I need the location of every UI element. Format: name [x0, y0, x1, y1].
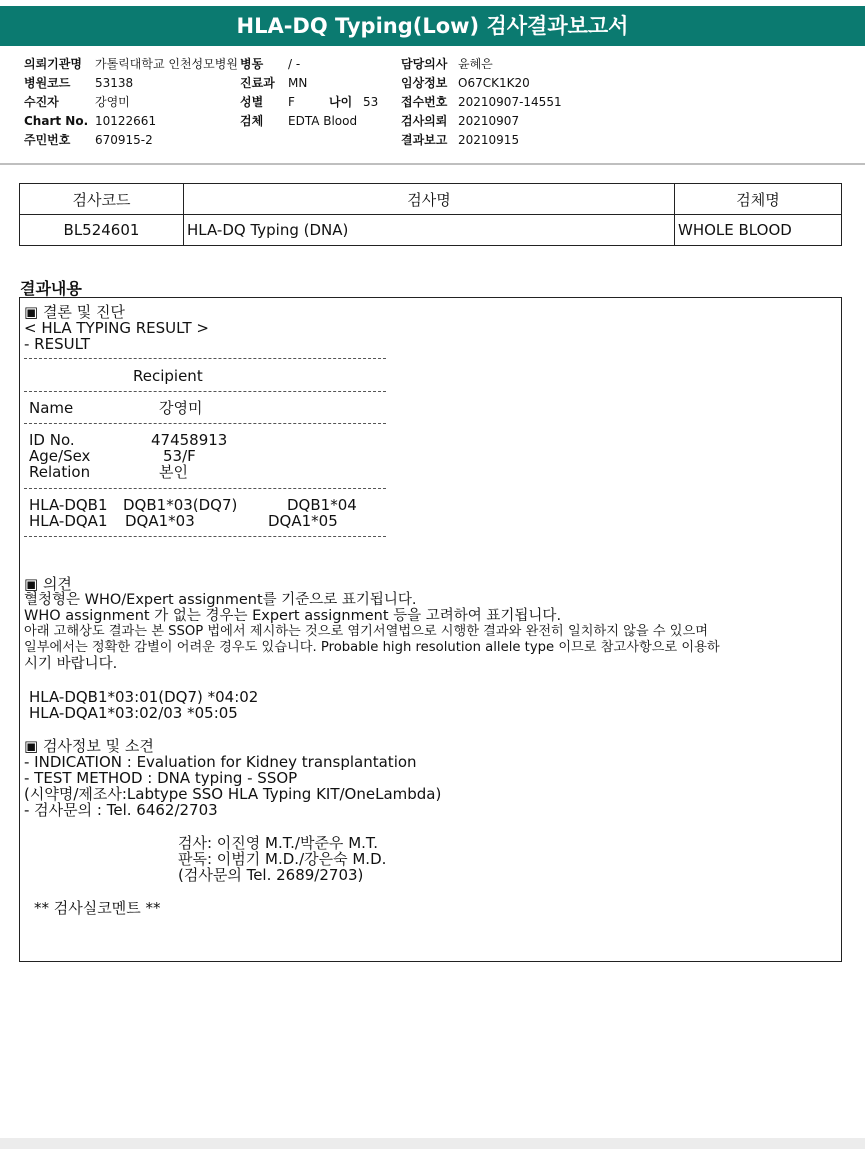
opinion-line: WHO assignment 가 없는 경우는 Expert assignment 등을 고려하여 표기됩니다. [24, 608, 562, 624]
dashed-divider [24, 391, 386, 392]
highres-line: HLA-DQA1*03:02/03 *05:05 [29, 704, 238, 722]
opinion-line: 혈청형은 WHO/Expert assignment를 기준으로 표기됩니다. [24, 592, 417, 608]
info-heading: ▣ 검사정보 및 소견 [24, 737, 154, 755]
header-label: 임상정보 [401, 76, 448, 90]
header-column-2 [240, 55, 378, 131]
test-table [19, 183, 842, 246]
header-value: 670915-2 [95, 133, 153, 147]
conclusion-heading: ▣ 결론 및 진단 [24, 303, 125, 321]
opinion-line: 일부에서는 정확한 감별이 어려운 경우도 있습니다. Probable high resolution allele type 이므로 참고사항으로 이용하 [24, 640, 720, 655]
header-value: 가톨릭대학교 인천성모병원 [95, 57, 238, 71]
header-label: 결과보고 [401, 133, 448, 147]
signature-line: (검사문의 Tel. 2689/2703) [178, 866, 364, 884]
header-label: 병원코드 [24, 76, 71, 90]
column-header: 검사코드 [20, 184, 184, 215]
dashed-divider [24, 536, 386, 537]
dqb1-allele-2: DQB1*04 [287, 496, 357, 514]
header-divider [0, 163, 865, 165]
opinion-line: 시기 바랍니다. [24, 656, 118, 672]
header-value: 53 [363, 95, 379, 109]
name-value: 강영미 [159, 399, 203, 417]
table-row [20, 215, 842, 246]
signature-line: 판독: 이범기 M.D./강은숙 M.D. [178, 850, 387, 868]
agesex-label: Age/Sex [29, 447, 91, 465]
result-section-title: 결과내용 [20, 279, 82, 298]
header-value: MN [288, 76, 308, 90]
highres-line: HLA-DQB1*03:01(DQ7) *04:02 [29, 688, 259, 706]
header-value: 윤혜은 [458, 57, 493, 71]
table-cell: HLA-DQ Typing (DNA) [184, 215, 675, 246]
header-label: 진료과 [240, 76, 275, 90]
info-line: - INDICATION : Evaluation for Kidney transplantation [24, 753, 417, 771]
header-label: 주민번호 [24, 133, 71, 147]
report-title: HLA-DQ Typing(Low) 검사결과보고서 [0, 6, 865, 46]
id-label: ID No. [29, 431, 75, 449]
relation-label: Relation [29, 463, 91, 481]
header-value: 53138 [95, 76, 134, 90]
header-value: 20210907-14551 [458, 95, 562, 109]
bottom-bar [0, 1138, 865, 1149]
header-label: 의뢰기관명 [24, 57, 82, 71]
header-label: 병동 [240, 57, 264, 71]
header-value: O67CK1K20 [458, 76, 530, 90]
header-label: 성별 [240, 95, 264, 109]
dqb1-allele-1: DQB1*03(DQ7) [123, 496, 238, 514]
lab-comment: ** 검사실코멘트 ** [34, 899, 161, 917]
table-cell: WHOLE BLOOD [675, 215, 842, 246]
dashed-divider [24, 358, 386, 359]
recipient-label: Recipient [133, 367, 203, 385]
dqa1-allele-2: DQA1*05 [268, 512, 338, 530]
dashed-divider [24, 423, 386, 424]
id-value: 47458913 [151, 431, 228, 449]
result-box [19, 297, 842, 962]
dqa1-label: HLA-DQA1 [29, 512, 108, 530]
table-cell: BL524601 [20, 215, 184, 246]
header-value: EDTA Blood [288, 114, 358, 128]
table-header-row [20, 184, 842, 215]
info-line: - 검사문의 : Tel. 6462/2703 [24, 801, 218, 819]
dqb1-label: HLA-DQB1 [29, 496, 108, 514]
typing-title: < HLA TYPING RESULT > [24, 319, 209, 337]
agesex-value: 53/F [163, 447, 196, 465]
header-label: 검체 [240, 114, 264, 128]
info-line: (시약명/제조사:Labtype SSO HLA Typing KIT/OneLambda) [24, 785, 442, 803]
header-label: 담당의사 [401, 57, 448, 71]
header-value: 강영미 [95, 95, 130, 109]
opinion-heading: ▣ 의견 [24, 575, 72, 593]
relation-value: 본인 [159, 463, 188, 481]
header-value: 10122661 [95, 114, 157, 128]
info-line: - TEST METHOD : DNA typing - SSOP [24, 769, 298, 787]
header-value: 20210907 [458, 114, 520, 128]
header-value: F [288, 95, 295, 109]
result-label: - RESULT [24, 335, 91, 353]
header-label: 접수번호 [401, 95, 448, 109]
header-column-1 [24, 55, 238, 150]
dashed-divider [24, 488, 386, 489]
column-header: 검사명 [184, 184, 675, 215]
header-value: / - [288, 57, 301, 71]
header-value: 20210915 [458, 133, 520, 147]
opinion-line: 아래 고해상도 결과는 본 SSOP 법에서 제시하는 것으로 염기서열법으로 시행한 결과와 완전히 일치하지 않을 수 있으며 [24, 624, 708, 639]
header-label: 수진자 [24, 95, 59, 109]
signature-line: 검사: 이진영 M.T./박준우 M.T. [178, 834, 379, 852]
name-label: Name [29, 399, 74, 417]
header-column-3 [401, 55, 562, 150]
header-label: Chart No. [24, 114, 89, 128]
header-label: 검사의뢰 [401, 114, 448, 128]
header-label: 나이 [329, 95, 353, 109]
column-header: 검체명 [675, 184, 842, 215]
dqa1-allele-1: DQA1*03 [125, 512, 195, 530]
